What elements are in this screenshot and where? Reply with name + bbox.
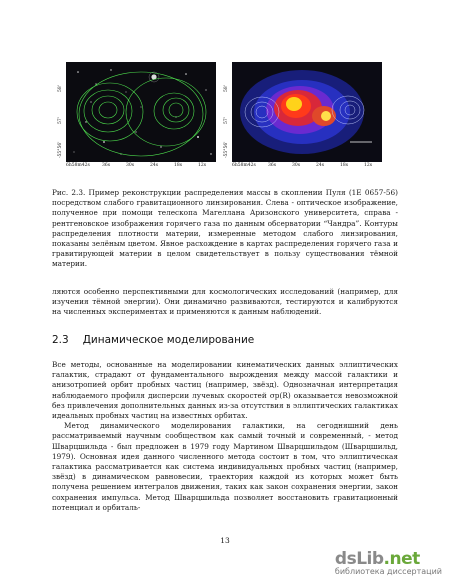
- xray-image: [232, 62, 382, 162]
- right-y-label-1: 57': [224, 117, 229, 124]
- right-x-label-0: 6h58m42s: [232, 163, 256, 168]
- continued-paragraph: [52, 287, 398, 318]
- right-y-label-0: -55°56': [224, 141, 229, 158]
- section-body: [52, 360, 398, 513]
- figure-caption: Рис. 2.3. Пример реконструкции распределения массы в скоплении Пуля (1E 0657-56) посредством слабого гравитационного линзирования. Слева - оптическое изображение, полученное при помощи телескопа Магеллана Аризонского университета, справа - рентгеновское изображения горячего газа по данным обсерватории “Чандра”. Контуры распределения плотности материи, измеренные методом слабого линзирования, показаны зелёным цветом. Явное расхождение в картах распределения горячего газа и гравитирующей материи в целом свидетельствует в пользу существования тёмной материи.: [52, 188, 398, 269]
- left-x-label-3: 24s: [150, 163, 159, 168]
- left-x-label-5: 12s: [198, 163, 207, 168]
- left-y-label-0: -55°56': [58, 141, 63, 158]
- section-title: Динамическое моделирование: [82, 334, 255, 346]
- left-x-label-2: 30s: [126, 163, 135, 168]
- xray-image-panel: [224, 62, 382, 172]
- section-heading: [52, 334, 254, 346]
- right-x-label-1: 36s: [268, 163, 277, 168]
- page-number: 13: [220, 536, 230, 545]
- paragraph-text: ляются особенно перспективными для космологических исследований (например, для изучения тёмной энергии). Они динамично развиваются, тестируются и калибруются на численных экспериментах и применяются к данным наблюдений.: [52, 287, 398, 317]
- logo-domain: .net: [383, 549, 420, 569]
- left-x-label-1: 36s: [102, 163, 111, 168]
- left-x-label-4: 18s: [174, 163, 183, 168]
- optical-image: [66, 62, 216, 162]
- right-x-label-2: 30s: [292, 163, 301, 168]
- paragraph-2: Метод динамического моделирования галактики, на сегодняшний день рассматриваемый научным сообществом как самый точный и современный, - метод Шварцшильда - был предложен в 1979 году Мартином Шварцшильдом (Шварцшильд, 1979). Основная идея данного численного метода состоит в том, что эллиптическая галактика рассматривается как система индивидуальных пробных частиц (например, звёзд) в динамическом равновесии, траектория каждой из которых может быть получена решением интегралов движения, таких как закон сохранения энергии, закон сохранения импульса. Метод Шварцшильда позволяет восстановить гравитационный потенциал и орбиталь-: [52, 421, 398, 512]
- left-y-label-1: 57': [58, 117, 63, 124]
- left-y-label-2: 58': [58, 85, 63, 92]
- dslib-logo: [335, 549, 442, 569]
- logo-main: dsLib: [334, 549, 384, 569]
- right-x-label-5: 12s: [364, 163, 373, 168]
- right-x-label-4: 18s: [340, 163, 349, 168]
- paragraph-1: Все методы, основанные на моделировании кинематических данных эллиптических галактик, страдают от фундаментального вырождения между массой галактики и анизотропией орбит пробных частиц (например, звёзд). Однозначная интерпретация наблюдаемого профиля дисперсии лучевых скоростей σp(R) оказывается невозможной без привлечения дополнительных данных из-за отсутствия в эллиптических галактиках идеальных пробных частиц на известных орбитах.: [52, 360, 398, 421]
- dslib-watermark: [335, 549, 442, 576]
- logo-subtitle: библиотека диссертаций: [334, 567, 442, 576]
- right-y-label-2: 58': [224, 85, 229, 92]
- section-number: 2.3: [52, 334, 69, 346]
- left-x-label-0: 6h58m42s: [66, 163, 90, 168]
- right-x-label-3: 24s: [316, 163, 325, 168]
- figure-2-3: [52, 62, 398, 182]
- optical-image-panel: [58, 62, 216, 172]
